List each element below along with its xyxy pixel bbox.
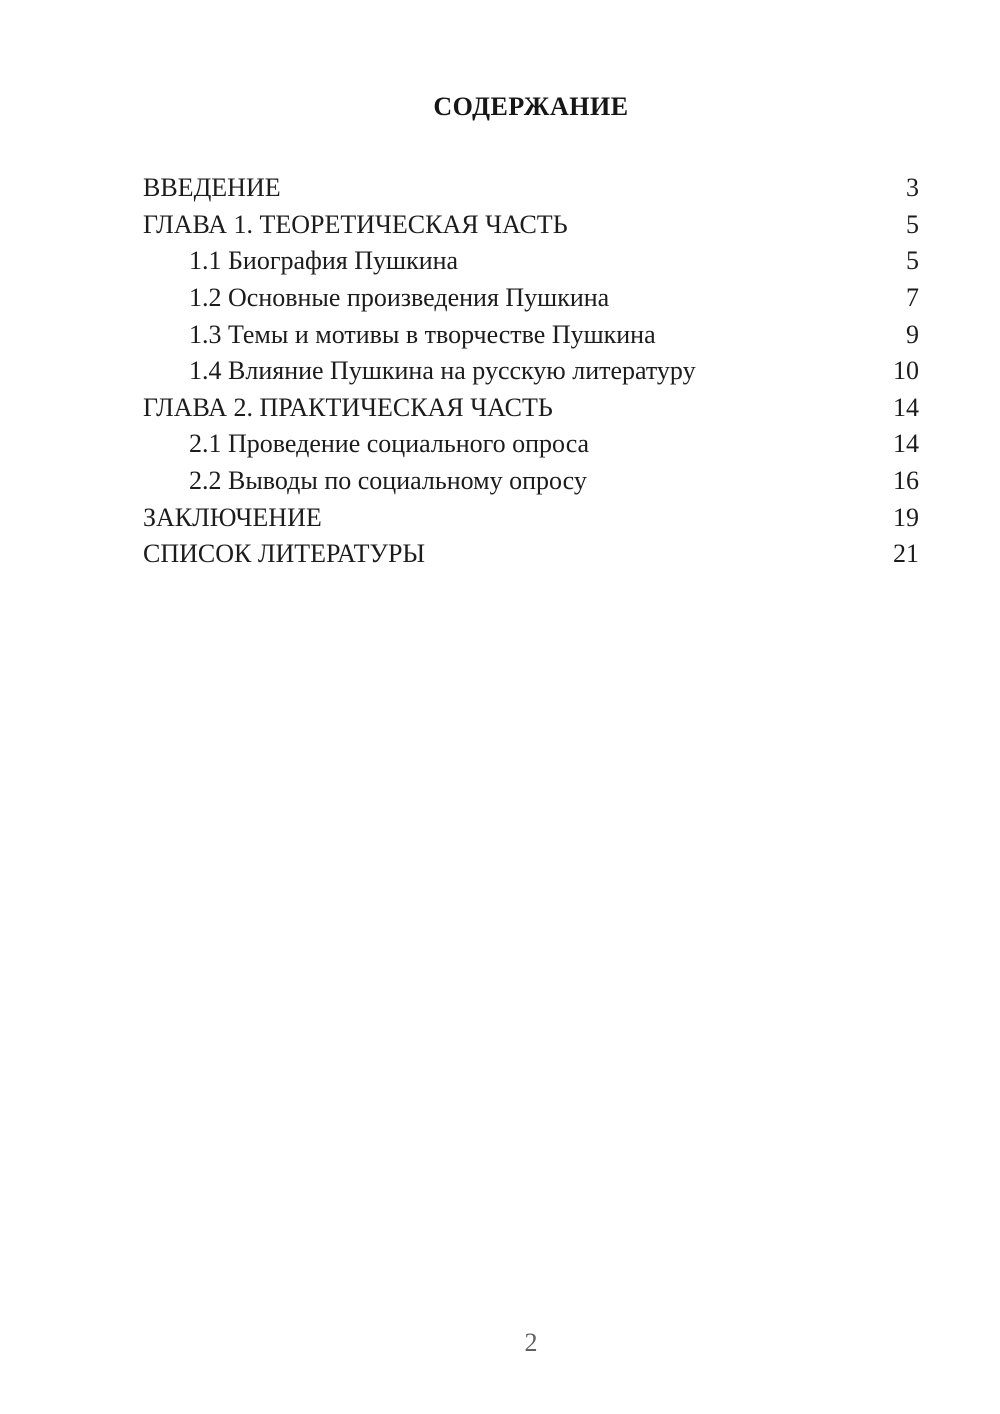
page-title: СОДЕРЖАНИЕ	[433, 92, 629, 121]
toc-entry-page: 5	[906, 246, 919, 276]
toc-entry-page: 7	[906, 283, 919, 313]
toc-entry-page: 5	[906, 209, 919, 239]
toc-entry	[143, 390, 919, 427]
toc-entry-page: 19	[893, 502, 919, 532]
toc-entry	[143, 280, 919, 317]
toc-entry-label: 2.1 Проведение социального опроса	[189, 429, 590, 459]
toc-entry-label: ЗАКЛЮЧЕНИЕ	[143, 502, 322, 532]
toc-entry-label: 1.4 Влияние Пушкина на русскую литературу	[189, 356, 696, 386]
toc-entry-label: ВВЕДЕНИЕ	[143, 173, 281, 203]
toc-entry-page: 9	[906, 319, 919, 349]
toc-entry	[143, 426, 919, 463]
toc-entry	[143, 316, 919, 353]
toc-entry-label: 1.3 Темы и мотивы в творчестве Пушкина	[189, 319, 656, 349]
toc-entry-page: 3	[906, 173, 919, 203]
toc-entry	[143, 463, 919, 500]
toc-entry	[143, 243, 919, 280]
toc-entry-page: 21	[893, 539, 919, 569]
toc-entry	[143, 536, 919, 573]
toc-entry-label: 2.2 Выводы по социальному опросу	[189, 466, 587, 496]
toc-entry-label: ГЛАВА 2. ПРАКТИЧЕСКАЯ ЧАСТЬ	[143, 392, 553, 422]
toc-entry-label: 1.1 Биография Пушкина	[189, 246, 459, 276]
toc-entry-page: 16	[893, 466, 919, 496]
toc-entry-page: 14	[893, 429, 919, 459]
toc-list	[143, 170, 919, 573]
toc-entry-label: ГЛАВА 1. ТЕОРЕТИЧЕСКАЯ ЧАСТЬ	[143, 209, 568, 239]
toc-entry-page: 10	[893, 356, 919, 386]
toc-entry-label: 1.2 Основные произведения Пушкина	[189, 283, 610, 313]
toc-entry	[143, 499, 919, 536]
toc-entry-page: 14	[893, 392, 919, 422]
toc-entry	[143, 207, 919, 244]
footer-page-number: 2	[524, 1328, 538, 1357]
toc-entry	[143, 170, 919, 207]
toc-entry	[143, 353, 919, 390]
toc-entry-label: СПИСОК ЛИТЕРАТУРЫ	[143, 539, 426, 569]
